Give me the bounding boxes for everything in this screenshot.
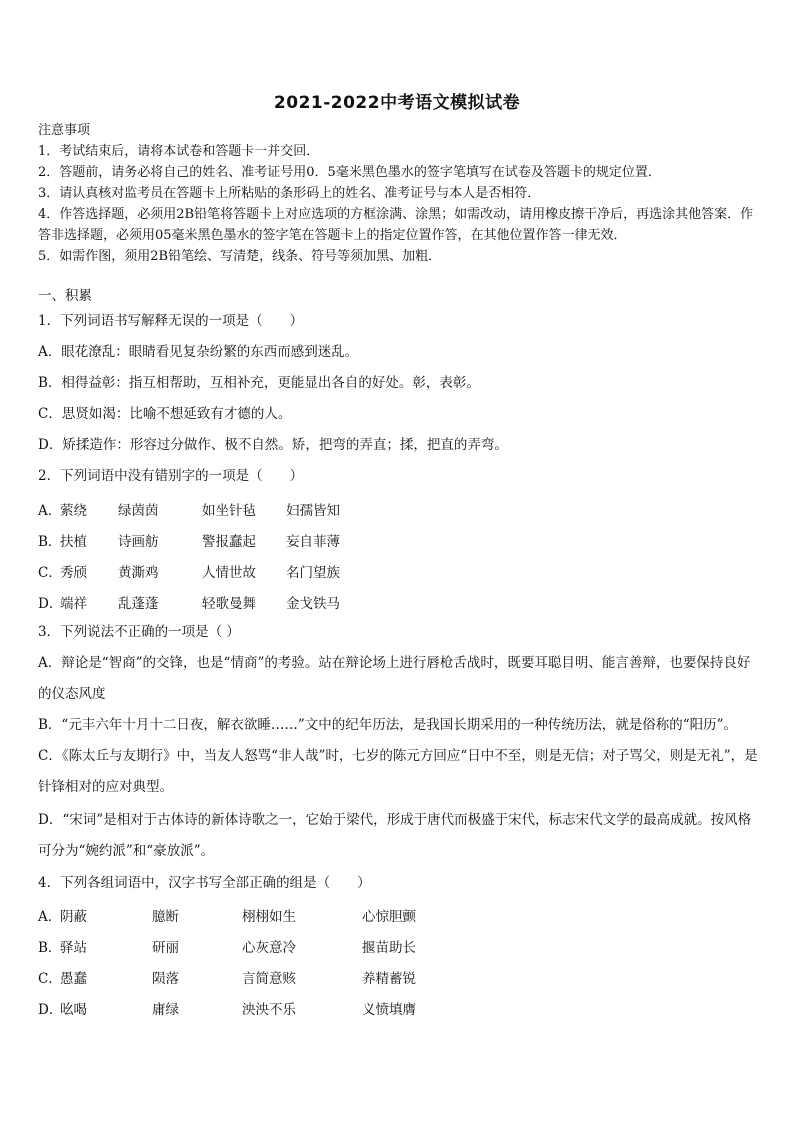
option-word: 乱蓬蓬 (118, 596, 159, 612)
question-4-option-a (38, 905, 416, 925)
option-word: 言简意赅 (242, 971, 296, 987)
option-word: 揠苗助长 (362, 940, 416, 956)
question-4-option-d (38, 998, 416, 1018)
option-word: 庸绿 (152, 1002, 179, 1018)
question-1-option-c: C．思贤如渴：比喻不想延致有才德的人。 (38, 406, 292, 422)
option-label: B． (38, 534, 62, 550)
question-4-option-c (38, 967, 416, 987)
option-word: 妄自菲薄 (286, 534, 340, 550)
notice-block (38, 120, 760, 267)
option-word: 义愤填膺 (362, 1002, 416, 1018)
option-word: 愚蠢 (60, 971, 87, 987)
option-word: 端祥 (60, 596, 87, 612)
question-2-option-a (38, 499, 340, 519)
notice-item: 1．考试结束后，请将本试卷和答题卡一并交回． (38, 144, 320, 159)
option-label: B． (38, 940, 62, 956)
question-4-stem: 4．下列各组词语中，汉字书写全部正确的组是（ ） (38, 875, 371, 891)
question-2-stem: 2．下列词语中没有错别字的一项是（ ） (38, 468, 304, 484)
question-1-stem: 1．下列词语书写解释无误的一项是（ ） (38, 313, 304, 329)
option-word: 养精蓄锐 (362, 971, 416, 987)
option-word: 研丽 (152, 940, 179, 956)
option-word: 人情世故 (202, 565, 256, 581)
option-word: 名门望族 (286, 565, 340, 581)
option-word: 如坐针毡 (202, 503, 256, 519)
question-3-option-d: D．“宋词”是相对于古体诗的新体诗歌之一，它始于梁代，形成于唐代而极盛于宋代，标志宋代文学的最高成就。按风格可分为“婉约派”和“豪放派”。 (38, 812, 752, 859)
question-2-option-b (38, 530, 340, 550)
question-2-option-c (38, 561, 340, 581)
question-1-option-d: D．矫揉造作：形容过分做作、极不自然。矫，把弯的弄直；揉，把直的弄弯。 (38, 437, 508, 453)
option-label: D． (38, 1002, 63, 1018)
option-word: 阴蔽 (60, 909, 87, 925)
option-word: 心灰意冷 (242, 940, 296, 956)
section-heading: 一、积累 (38, 288, 92, 304)
option-word: 驿站 (60, 940, 87, 956)
option-word: 黄澌鸡 (118, 565, 159, 581)
notice-item: 5．如需作图，须用2B铅笔绘、写清楚，线条、符号等须加黑、加粗． (38, 249, 442, 264)
notice-item: 2．答题前，请务必将自己的姓名、准考证号用0．5毫米黑色墨水的签字笔填写在试卷及答题卡的规定位置． (38, 165, 661, 180)
option-word: 陨落 (152, 971, 179, 987)
question-1-option-a: A．眼花潦乱：眼睛看见复杂纷繁的东西而感到迷乱。 (38, 344, 359, 360)
option-word: 萦绕 (60, 503, 87, 519)
question-3-option-b: B．“元丰六年十月十二日夜，解衣欲睡……”文中的纪年历法，是我国长期采用的一种传统历法，就是俗称的“阳历”。 (38, 717, 738, 733)
option-label: A． (38, 909, 62, 925)
option-label: C． (38, 971, 62, 987)
option-word: 吆喝 (60, 1002, 87, 1018)
notice-item: 3．请认真核对监考员在答题卡上所粘贴的条形码上的姓名、准考证号与本人是否相符． (38, 186, 541, 201)
notice-heading: 注意事项 (38, 123, 91, 138)
option-word: 泱泱不乐 (242, 1002, 296, 1018)
option-word: 绿茵茵 (118, 503, 159, 519)
option-label: C． (38, 565, 62, 581)
option-word: 扶植 (60, 534, 87, 550)
option-word: 心惊胆颤 (362, 909, 416, 925)
option-word: 妇孺皆知 (286, 503, 340, 519)
question-2-option-d (38, 592, 340, 612)
option-word: 栩栩如生 (242, 909, 296, 925)
option-word: 秀颀 (60, 565, 87, 581)
question-4-option-b (38, 936, 416, 956)
option-word: 臆断 (152, 909, 179, 925)
option-word: 金戈铁马 (286, 596, 340, 612)
exam-title: 2021-2022中考语文模拟试卷 (273, 93, 521, 113)
notice-item: 4．作答选择题，必须用2B铅笔将答题卡上对应选项的方框涂满、涂黑；如需改动，请用橡皮擦干净后，再选涂其他答案．作答非选择题，必须用05毫米黑色墨水的签字笔在答题卡上的指定位置作答，在其他位置作答一律无效． (38, 207, 754, 243)
question-3-option-a: A．辩论是“智商”的交锋，也是“情商”的考验。站在辩论场上进行唇枪舌战时，既要耳聪目明、能言善辩，也要保持良好的仪态风度 (38, 655, 751, 702)
option-label: A． (38, 503, 62, 519)
option-label: D． (38, 596, 63, 612)
option-word: 轻歌曼舞 (202, 596, 256, 612)
option-word: 警报蠢起 (202, 534, 256, 550)
option-word: 诗画舫 (118, 534, 159, 550)
question-3-stem: 3．下列说法不正确的一项是（ ） (38, 624, 240, 640)
question-3-option-c: C．《陈太丘与友期行》中，当友人怒骂“非人哉”时，七岁的陈元方回应“日中不至，则是无信；对子骂父，则是无礼”，是针锋相对的应对典型。 (38, 748, 758, 795)
question-1-option-b: B．相得益彰：指互相帮助，互相补充，更能显出各自的好处。彰，表彰。 (38, 375, 480, 391)
